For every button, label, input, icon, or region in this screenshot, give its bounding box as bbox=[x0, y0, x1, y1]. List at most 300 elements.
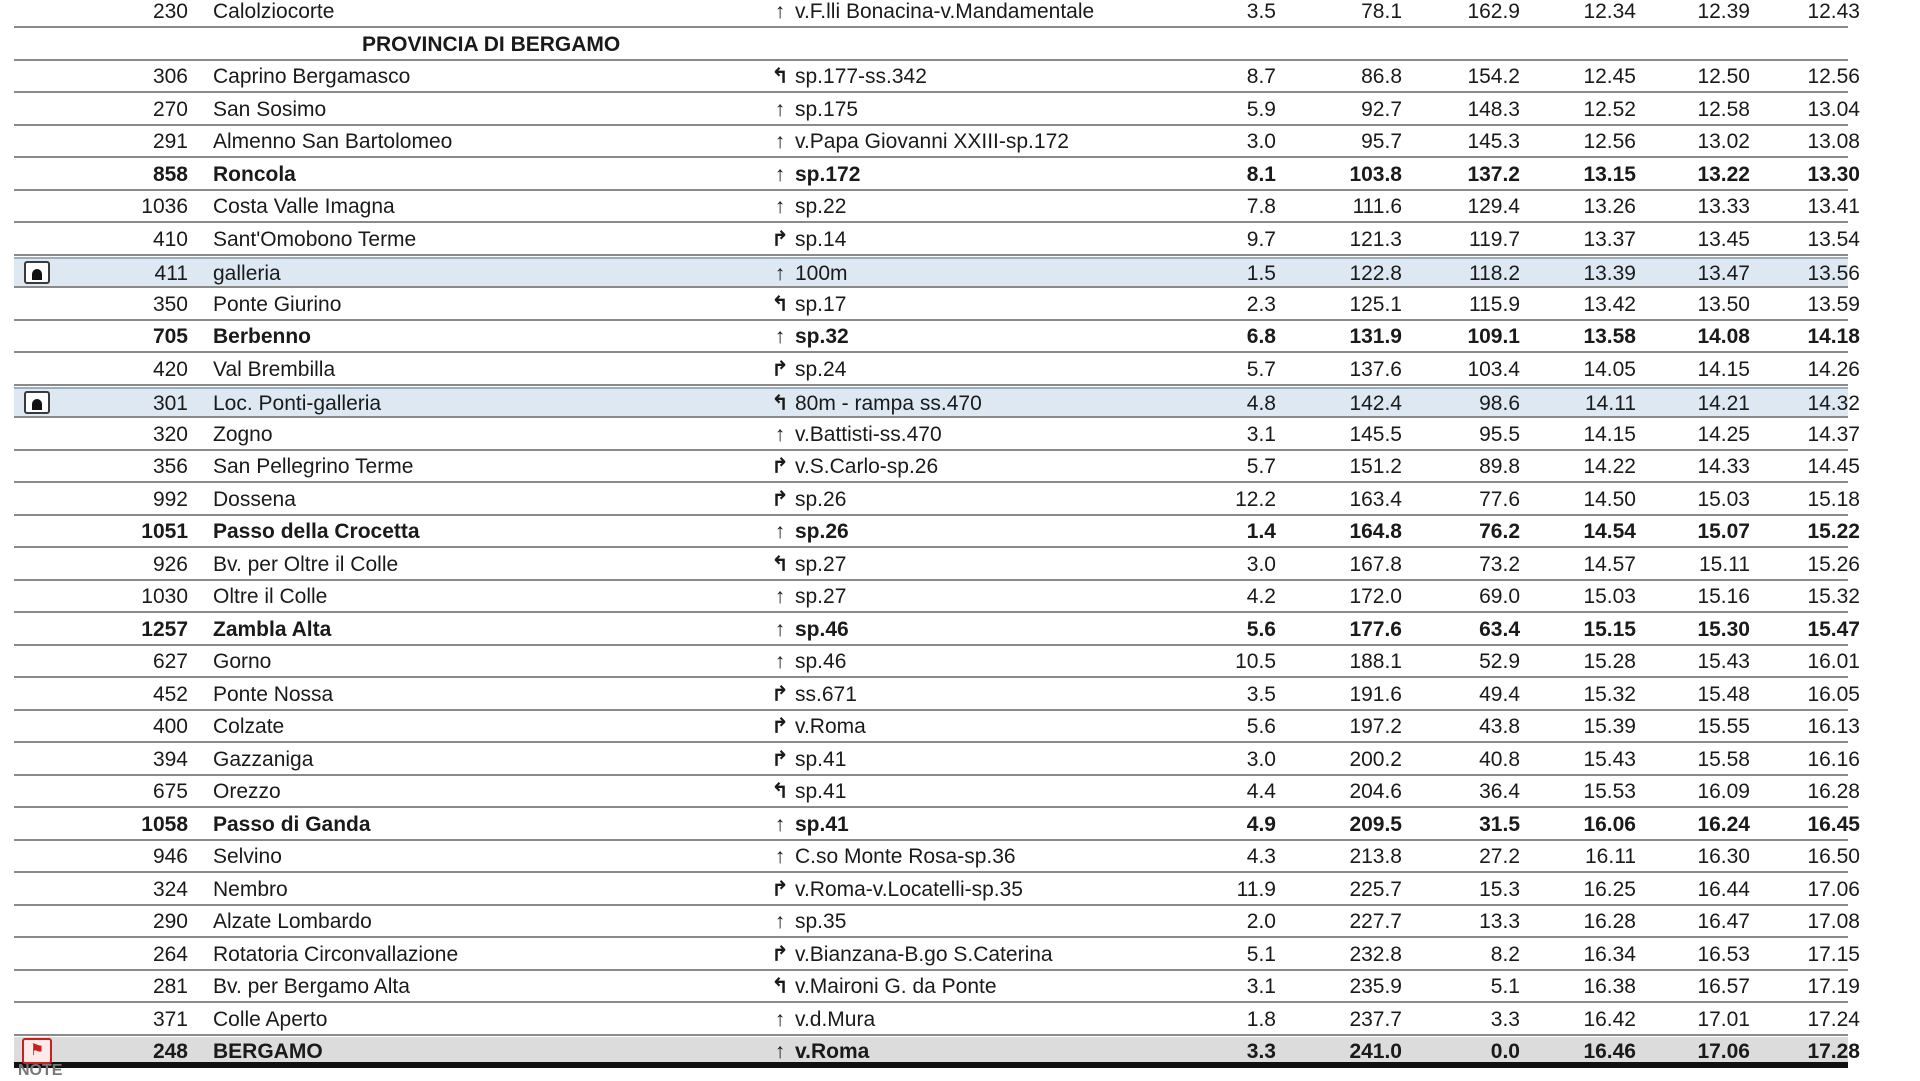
progressive-km-cell: 111.6 bbox=[1352, 195, 1402, 218]
remaining-km-cell: 103.4 bbox=[1467, 357, 1520, 381]
time-medium-cell: 15.58 bbox=[1697, 747, 1750, 771]
time-slow-cell: 14.37 bbox=[1807, 422, 1860, 446]
time-fast-cell: 13.26 bbox=[1583, 195, 1636, 218]
table-row bbox=[14, 355, 1860, 386]
altitude-cell: 281 bbox=[152, 975, 188, 998]
direction-cell: ↰ bbox=[771, 780, 789, 803]
location-cell: BERGAMO bbox=[213, 1040, 323, 1063]
remaining-km-cell: 154.2 bbox=[1467, 65, 1520, 88]
time-slow-cell: 16.28 bbox=[1807, 780, 1860, 803]
time-medium-cell: 15.07 bbox=[1697, 520, 1750, 543]
altitude-cell: 452 bbox=[152, 682, 188, 706]
table-row bbox=[14, 582, 1860, 613]
time-fast-cell: 14.54 bbox=[1583, 520, 1636, 543]
direction-cell: ↰ bbox=[771, 392, 789, 415]
altitude-cell: 926 bbox=[152, 552, 188, 576]
road-cell: sp.26 bbox=[795, 520, 849, 543]
altitude-cell: 301 bbox=[152, 392, 188, 415]
partial-km-cell: 2.0 bbox=[1246, 910, 1276, 933]
progressive-km-cell: 241.0 bbox=[1349, 1040, 1402, 1063]
table-row bbox=[14, 842, 1860, 873]
time-medium-cell: 17.01 bbox=[1697, 1007, 1750, 1031]
time-slow-cell: 13.30 bbox=[1807, 162, 1860, 186]
direction-cell: ↰ bbox=[771, 552, 789, 576]
remaining-km-cell: 31.5 bbox=[1479, 812, 1520, 836]
partial-km-cell: 8.1 bbox=[1246, 162, 1276, 186]
time-slow-cell: 16.45 bbox=[1807, 812, 1860, 836]
time-fast-cell: 16.11 bbox=[1585, 845, 1636, 868]
location-cell: Orezzo bbox=[213, 780, 281, 803]
remaining-km-cell: 49.4 bbox=[1479, 682, 1520, 706]
road-cell: sp.172 bbox=[795, 162, 861, 186]
road-cell: ss.671 bbox=[795, 682, 857, 706]
time-medium-cell: 17.06 bbox=[1697, 1040, 1750, 1063]
time-medium-cell: 16.47 bbox=[1697, 910, 1750, 933]
progressive-km-cell: 131.9 bbox=[1349, 325, 1402, 348]
location-cell: Ponte Nossa bbox=[213, 682, 334, 706]
table-row bbox=[14, 550, 1860, 581]
time-medium-cell: 15.30 bbox=[1697, 617, 1750, 641]
direction-cell: ↑ bbox=[774, 130, 786, 153]
direction-cell: ↱ bbox=[771, 357, 789, 381]
location-cell: Alzate Lombardo bbox=[213, 910, 372, 933]
table-row bbox=[14, 225, 1860, 256]
time-slow-cell: 12.43 bbox=[1807, 0, 1860, 23]
remaining-km-cell: 145.3 bbox=[1467, 130, 1520, 153]
altitude-cell: 1257 bbox=[141, 617, 188, 641]
direction-cell: ↱ bbox=[771, 747, 789, 771]
remaining-km-cell: 137.2 bbox=[1467, 162, 1520, 186]
progressive-km-cell: 122.8 bbox=[1349, 262, 1402, 285]
time-slow-cell: 13.56 bbox=[1807, 262, 1860, 285]
location-cell: Dossena bbox=[213, 487, 296, 511]
remaining-km-cell: 3.3 bbox=[1490, 1007, 1520, 1031]
time-fast-cell: 13.15 bbox=[1583, 162, 1636, 186]
time-slow-cell: 17.19 bbox=[1807, 975, 1860, 998]
time-fast-cell: 14.11 bbox=[1585, 392, 1636, 415]
progressive-km-cell: 86.8 bbox=[1361, 65, 1402, 88]
remaining-km-cell: 15.3 bbox=[1479, 877, 1520, 901]
time-slow-cell: 17.08 bbox=[1807, 910, 1860, 933]
location-cell: Passo della Crocetta bbox=[213, 520, 420, 543]
altitude-cell: 858 bbox=[152, 162, 188, 186]
table-row bbox=[14, 907, 1860, 938]
progressive-km-cell: 237.7 bbox=[1349, 1007, 1402, 1031]
location-cell: Gazzaniga bbox=[213, 747, 314, 771]
direction-cell: ↑ bbox=[774, 910, 786, 933]
time-medium-cell: 13.45 bbox=[1697, 227, 1750, 251]
table-row bbox=[14, 712, 1860, 743]
time-slow-cell: 17.15 bbox=[1807, 942, 1860, 966]
altitude-cell: 1058 bbox=[141, 812, 188, 836]
remaining-km-cell: 89.8 bbox=[1479, 455, 1520, 478]
road-cell: sp.27 bbox=[795, 585, 847, 608]
location-cell: Caprino Bergamasco bbox=[213, 65, 411, 88]
remaining-km-cell: 69.0 bbox=[1479, 585, 1520, 608]
time-slow-cell: 15.26 bbox=[1807, 552, 1860, 576]
arrival-row bbox=[14, 1037, 1860, 1068]
partial-km-cell: 4.9 bbox=[1246, 812, 1276, 836]
time-fast-cell: 16.38 bbox=[1583, 975, 1636, 998]
remaining-km-cell: 5.1 bbox=[1490, 975, 1520, 998]
remaining-km-cell: 98.6 bbox=[1479, 392, 1520, 415]
partial-km-cell: 3.5 bbox=[1246, 0, 1276, 23]
progressive-km-cell: 225.7 bbox=[1349, 877, 1402, 901]
remaining-km-cell: 76.2 bbox=[1479, 520, 1520, 543]
time-slow-cell: 15.47 bbox=[1807, 617, 1860, 641]
table-row bbox=[14, 192, 1860, 223]
direction-cell: ↱ bbox=[771, 942, 789, 966]
partial-km-cell: 4.2 bbox=[1246, 585, 1276, 608]
partial-km-cell: 3.0 bbox=[1246, 552, 1276, 576]
time-slow-cell: 13.59 bbox=[1807, 292, 1860, 316]
time-fast-cell: 16.34 bbox=[1583, 942, 1636, 966]
location-cell: Loc. Ponti-galleria bbox=[213, 392, 382, 415]
location-cell: Rotatoria Circonvallazione bbox=[213, 942, 459, 966]
direction-cell: ↑ bbox=[774, 97, 786, 121]
progressive-km-cell: 200.2 bbox=[1349, 747, 1402, 771]
altitude-cell: 1051 bbox=[141, 520, 188, 543]
progressive-km-cell: 204.6 bbox=[1349, 780, 1402, 803]
time-fast-cell: 14.05 bbox=[1583, 357, 1636, 381]
remaining-km-cell: 148.3 bbox=[1467, 97, 1520, 121]
time-fast-cell: 15.39 bbox=[1583, 715, 1636, 738]
remaining-km-cell: 8.2 bbox=[1490, 942, 1520, 966]
time-fast-cell: 15.03 bbox=[1583, 585, 1636, 608]
direction-cell: ↑ bbox=[774, 520, 786, 543]
time-fast-cell: 16.46 bbox=[1583, 1040, 1636, 1063]
direction-cell: ↱ bbox=[771, 715, 789, 738]
altitude-cell: 324 bbox=[152, 877, 188, 901]
time-slow-cell: 13.04 bbox=[1807, 97, 1860, 121]
remaining-km-cell: 77.6 bbox=[1479, 487, 1520, 511]
time-fast-cell: 16.28 bbox=[1583, 910, 1636, 933]
location-cell: Costa Valle Imagna bbox=[213, 195, 395, 218]
location-cell: galleria bbox=[213, 262, 281, 285]
location-cell: Gorno bbox=[213, 650, 272, 673]
time-medium-cell: 16.57 bbox=[1697, 975, 1750, 998]
partial-km-cell: 3.0 bbox=[1246, 130, 1276, 153]
time-medium-cell: 15.43 bbox=[1697, 650, 1750, 673]
progressive-km-cell: 125.1 bbox=[1349, 292, 1402, 316]
location-cell: Sant'Omobono Terme bbox=[213, 227, 417, 251]
time-fast-cell: 13.58 bbox=[1583, 325, 1636, 348]
road-cell: sp.32 bbox=[795, 325, 849, 348]
progressive-km-cell: 191.6 bbox=[1349, 682, 1402, 706]
location-cell: San Sosimo bbox=[213, 97, 327, 121]
remaining-km-cell: 13.3 bbox=[1479, 910, 1520, 933]
altitude-cell: 350 bbox=[152, 292, 188, 316]
progressive-km-cell: 188.1 bbox=[1349, 650, 1402, 673]
partial-km-cell: 3.0 bbox=[1246, 747, 1276, 771]
partial-km-cell: 9.7 bbox=[1246, 227, 1276, 251]
time-slow-cell: 16.05 bbox=[1807, 682, 1860, 706]
progressive-km-cell: 121.3 bbox=[1349, 227, 1402, 251]
location-cell: Bv. per Bergamo Alta bbox=[213, 975, 410, 998]
partial-km-cell: 4.3 bbox=[1246, 845, 1276, 868]
time-slow-cell: 16.16 bbox=[1807, 747, 1860, 771]
location-cell: Oltre il Colle bbox=[213, 585, 328, 608]
time-fast-cell: 13.42 bbox=[1583, 292, 1636, 316]
remaining-km-cell: 63.4 bbox=[1479, 617, 1520, 641]
altitude-cell: 290 bbox=[152, 910, 188, 933]
time-medium-cell: 16.09 bbox=[1697, 780, 1750, 803]
time-medium-cell: 14.33 bbox=[1697, 455, 1750, 478]
table-row bbox=[14, 647, 1860, 678]
time-fast-cell: 15.15 bbox=[1583, 617, 1636, 641]
time-slow-cell: 15.32 bbox=[1807, 585, 1860, 608]
direction-cell: ↱ bbox=[771, 455, 789, 478]
altitude-cell: 394 bbox=[152, 747, 188, 771]
time-slow-cell: 17.28 bbox=[1807, 1040, 1860, 1063]
time-medium-cell: 15.03 bbox=[1697, 487, 1750, 511]
time-fast-cell: 16.06 bbox=[1583, 812, 1636, 836]
time-slow-cell: 17.06 bbox=[1807, 877, 1860, 901]
altitude-cell: 320 bbox=[152, 422, 188, 446]
location-cell: Colle Aperto bbox=[213, 1007, 328, 1031]
location-cell: Calolziocorte bbox=[213, 0, 335, 23]
altitude-cell: 371 bbox=[152, 1007, 188, 1031]
table-row bbox=[14, 62, 1860, 93]
road-cell: sp.41 bbox=[795, 812, 849, 836]
direction-cell: ↑ bbox=[774, 325, 786, 348]
altitude-cell: 675 bbox=[152, 780, 188, 803]
finish-icon: ⚑ bbox=[22, 1038, 52, 1064]
time-slow-cell: 13.41 bbox=[1807, 195, 1860, 218]
time-fast-cell: 12.56 bbox=[1583, 130, 1636, 153]
altitude-cell: 230 bbox=[152, 0, 188, 23]
time-slow-cell: 14.26 bbox=[1807, 357, 1860, 381]
time-medium-cell: 13.47 bbox=[1697, 262, 1750, 285]
table-row bbox=[14, 452, 1860, 483]
partial-km-cell: 1.8 bbox=[1246, 1007, 1276, 1031]
table-row bbox=[14, 485, 1860, 516]
time-medium-cell: 12.50 bbox=[1697, 65, 1750, 88]
progressive-km-cell: 167.8 bbox=[1349, 552, 1402, 576]
altitude-cell: 306 bbox=[152, 65, 188, 88]
direction-cell: ↰ bbox=[771, 65, 789, 88]
time-fast-cell: 14.22 bbox=[1583, 455, 1636, 478]
partial-km-cell: 5.6 bbox=[1246, 617, 1276, 641]
table-row bbox=[14, 420, 1860, 451]
table-row bbox=[14, 1005, 1860, 1036]
altitude-cell: 400 bbox=[152, 715, 188, 738]
time-fast-cell: 14.50 bbox=[1583, 487, 1636, 511]
road-cell: v.Maironi G. da Ponte bbox=[795, 975, 997, 998]
road-cell: v.S.Carlo-sp.26 bbox=[795, 455, 939, 478]
partial-km-cell: 4.8 bbox=[1246, 392, 1276, 415]
remaining-km-cell: 129.4 bbox=[1467, 195, 1520, 218]
location-cell: Ponte Giurino bbox=[213, 292, 342, 316]
time-slow-cell: 13.08 bbox=[1807, 130, 1860, 153]
direction-cell: ↑ bbox=[774, 650, 786, 673]
direction-cell: ↑ bbox=[774, 812, 786, 836]
remaining-km-cell: 27.2 bbox=[1479, 845, 1520, 868]
altitude-cell: 946 bbox=[152, 845, 188, 868]
time-medium-cell: 15.48 bbox=[1697, 682, 1750, 706]
remaining-km-cell: 73.2 bbox=[1479, 552, 1520, 576]
location-cell: Almenno San Bartolomeo bbox=[213, 130, 453, 153]
direction-cell: ↑ bbox=[774, 1007, 786, 1031]
time-fast-cell: 12.52 bbox=[1583, 97, 1636, 121]
notes-heading: NOTE bbox=[18, 1062, 63, 1079]
altitude-cell: 248 bbox=[152, 1040, 188, 1063]
time-fast-cell: 16.25 bbox=[1583, 877, 1636, 901]
partial-km-cell: 7.8 bbox=[1246, 195, 1276, 218]
partial-km-cell: 8.7 bbox=[1246, 65, 1276, 88]
table-row bbox=[14, 745, 1860, 776]
time-medium-cell: 13.22 bbox=[1697, 162, 1750, 186]
table-row bbox=[14, 875, 1860, 906]
table-row bbox=[14, 810, 1860, 841]
progressive-km-cell: 172.0 bbox=[1349, 585, 1402, 608]
partial-km-cell: 3.3 bbox=[1246, 1040, 1276, 1063]
time-medium-cell: 15.11 bbox=[1699, 552, 1750, 576]
direction-cell: ↑ bbox=[774, 162, 786, 186]
time-fast-cell: 15.43 bbox=[1583, 747, 1636, 771]
time-fast-cell: 16.42 bbox=[1583, 1007, 1636, 1031]
location-cell: Roncola bbox=[213, 162, 296, 186]
time-medium-cell: 14.15 bbox=[1697, 357, 1750, 381]
altitude-cell: 264 bbox=[152, 942, 188, 966]
road-cell: v.Papa Giovanni XXIII-sp.172 bbox=[795, 130, 1069, 153]
road-cell: sp.35 bbox=[795, 910, 847, 933]
tunnel-icon bbox=[24, 391, 50, 414]
progressive-km-cell: 163.4 bbox=[1349, 487, 1402, 511]
direction-cell: ↰ bbox=[771, 975, 789, 998]
tunnel-icon bbox=[24, 261, 50, 284]
location-cell: Val Brembilla bbox=[213, 357, 336, 381]
road-cell: C.so Monte Rosa-sp.36 bbox=[795, 845, 1016, 868]
altitude-cell: 627 bbox=[152, 650, 188, 673]
table-row bbox=[14, 517, 1860, 548]
direction-cell: ↱ bbox=[771, 682, 789, 706]
altitude-cell: 1036 bbox=[141, 195, 188, 218]
partial-km-cell: 5.7 bbox=[1246, 455, 1276, 478]
road-cell: sp.26 bbox=[795, 487, 847, 511]
road-cell: sp.17 bbox=[795, 292, 847, 316]
road-cell: 80m - rampa ss.470 bbox=[795, 392, 982, 415]
partial-km-cell: 4.4 bbox=[1246, 780, 1276, 803]
partial-km-cell: 5.7 bbox=[1246, 357, 1276, 381]
road-cell: sp.24 bbox=[795, 357, 847, 381]
altitude-cell: 291 bbox=[152, 130, 188, 153]
table-row bbox=[14, 127, 1860, 158]
road-cell: sp.175 bbox=[795, 97, 859, 121]
location-cell: Colzate bbox=[213, 715, 285, 738]
table-row bbox=[14, 290, 1860, 321]
remaining-km-cell: 52.9 bbox=[1479, 650, 1520, 673]
remaining-km-cell: 0.0 bbox=[1490, 1040, 1520, 1063]
partial-km-cell: 3.1 bbox=[1246, 975, 1276, 998]
road-cell: sp.177-ss.342 bbox=[795, 65, 927, 88]
time-medium-cell: 16.24 bbox=[1697, 812, 1750, 836]
road-cell: v.Bianzana-B.go S.Caterina bbox=[795, 942, 1053, 966]
altitude-cell: 410 bbox=[152, 227, 188, 251]
table-row bbox=[14, 615, 1860, 646]
table-row bbox=[14, 322, 1860, 353]
partial-km-cell: 6.8 bbox=[1246, 325, 1276, 348]
time-fast-cell: 12.34 bbox=[1583, 0, 1636, 23]
progressive-km-cell: 137.6 bbox=[1349, 357, 1402, 381]
time-medium-cell: 16.53 bbox=[1697, 942, 1750, 966]
progressive-km-cell: 235.9 bbox=[1349, 975, 1402, 998]
time-slow-cell: 12.56 bbox=[1807, 65, 1860, 88]
time-medium-cell: 13.02 bbox=[1697, 130, 1750, 153]
time-medium-cell: 13.50 bbox=[1697, 292, 1750, 316]
time-fast-cell: 14.57 bbox=[1583, 552, 1636, 576]
time-slow-cell: 15.18 bbox=[1807, 487, 1860, 511]
partial-km-cell: 10.5 bbox=[1235, 650, 1276, 673]
remaining-km-cell: 40.8 bbox=[1479, 747, 1520, 771]
remaining-km-cell: 43.8 bbox=[1479, 715, 1520, 738]
progressive-km-cell: 142.4 bbox=[1349, 392, 1402, 415]
time-slow-cell: 16.50 bbox=[1807, 845, 1860, 868]
road-cell: v.F.lli Bonacina-v.Mandamentale bbox=[795, 0, 1095, 23]
table-row bbox=[14, 777, 1860, 808]
road-cell: v.Roma bbox=[795, 1040, 870, 1063]
altitude-cell: 992 bbox=[152, 487, 188, 511]
altitude-cell: 705 bbox=[152, 325, 188, 348]
time-fast-cell: 14.15 bbox=[1583, 422, 1636, 446]
partial-km-cell: 3.5 bbox=[1246, 682, 1276, 706]
location-cell: Zambla Alta bbox=[213, 617, 332, 641]
partial-km-cell: 1.5 bbox=[1246, 262, 1276, 285]
road-cell: 100m bbox=[795, 262, 848, 285]
time-fast-cell: 13.39 bbox=[1583, 262, 1636, 285]
remaining-km-cell: 95.5 bbox=[1479, 422, 1520, 446]
table-row bbox=[14, 680, 1860, 711]
time-slow-cell: 17.24 bbox=[1807, 1007, 1860, 1031]
road-cell: sp.27 bbox=[795, 552, 847, 576]
remaining-km-cell: 36.4 bbox=[1479, 780, 1520, 803]
partial-km-cell: 5.1 bbox=[1246, 942, 1276, 966]
partial-km-cell: 2.3 bbox=[1246, 292, 1276, 316]
direction-cell: ↱ bbox=[771, 227, 789, 251]
direction-cell: ↑ bbox=[774, 845, 786, 868]
time-medium-cell: 16.30 bbox=[1697, 845, 1750, 868]
time-medium-cell: 14.21 bbox=[1697, 392, 1750, 415]
progressive-km-cell: 209.5 bbox=[1349, 812, 1402, 836]
time-fast-cell: 12.45 bbox=[1583, 65, 1636, 88]
progressive-km-cell: 177.6 bbox=[1349, 617, 1402, 641]
partial-km-cell: 5.6 bbox=[1246, 715, 1276, 738]
time-medium-cell: 13.33 bbox=[1697, 195, 1750, 218]
road-cell: v.d.Mura bbox=[795, 1007, 876, 1031]
progressive-km-cell: 227.7 bbox=[1349, 910, 1402, 933]
road-cell: sp.46 bbox=[795, 617, 849, 641]
road-cell: sp.41 bbox=[795, 780, 847, 803]
table-row bbox=[14, 160, 1860, 191]
progressive-km-cell: 164.8 bbox=[1349, 520, 1402, 543]
direction-cell: ↱ bbox=[771, 877, 789, 901]
location-cell: Passo di Ganda bbox=[213, 812, 371, 836]
road-cell: v.Roma-v.Locatelli-sp.35 bbox=[795, 877, 1023, 901]
time-slow-cell: 13.54 bbox=[1807, 227, 1860, 251]
section-title: PROVINCIA DI BERGAMO bbox=[362, 32, 621, 56]
road-cell: sp.14 bbox=[795, 227, 847, 251]
progressive-km-cell: 151.2 bbox=[1349, 455, 1402, 478]
table-row bbox=[14, 0, 1860, 28]
progressive-km-cell: 78.1 bbox=[1361, 0, 1402, 23]
road-cell: v.Roma bbox=[795, 715, 866, 738]
progressive-km-cell: 213.8 bbox=[1349, 845, 1402, 868]
direction-cell: ↑ bbox=[774, 422, 786, 446]
road-cell: sp.22 bbox=[795, 195, 847, 218]
partial-km-cell: 3.1 bbox=[1246, 422, 1276, 446]
location-cell: Nembro bbox=[213, 877, 288, 901]
location-cell: Zogno bbox=[213, 422, 273, 446]
